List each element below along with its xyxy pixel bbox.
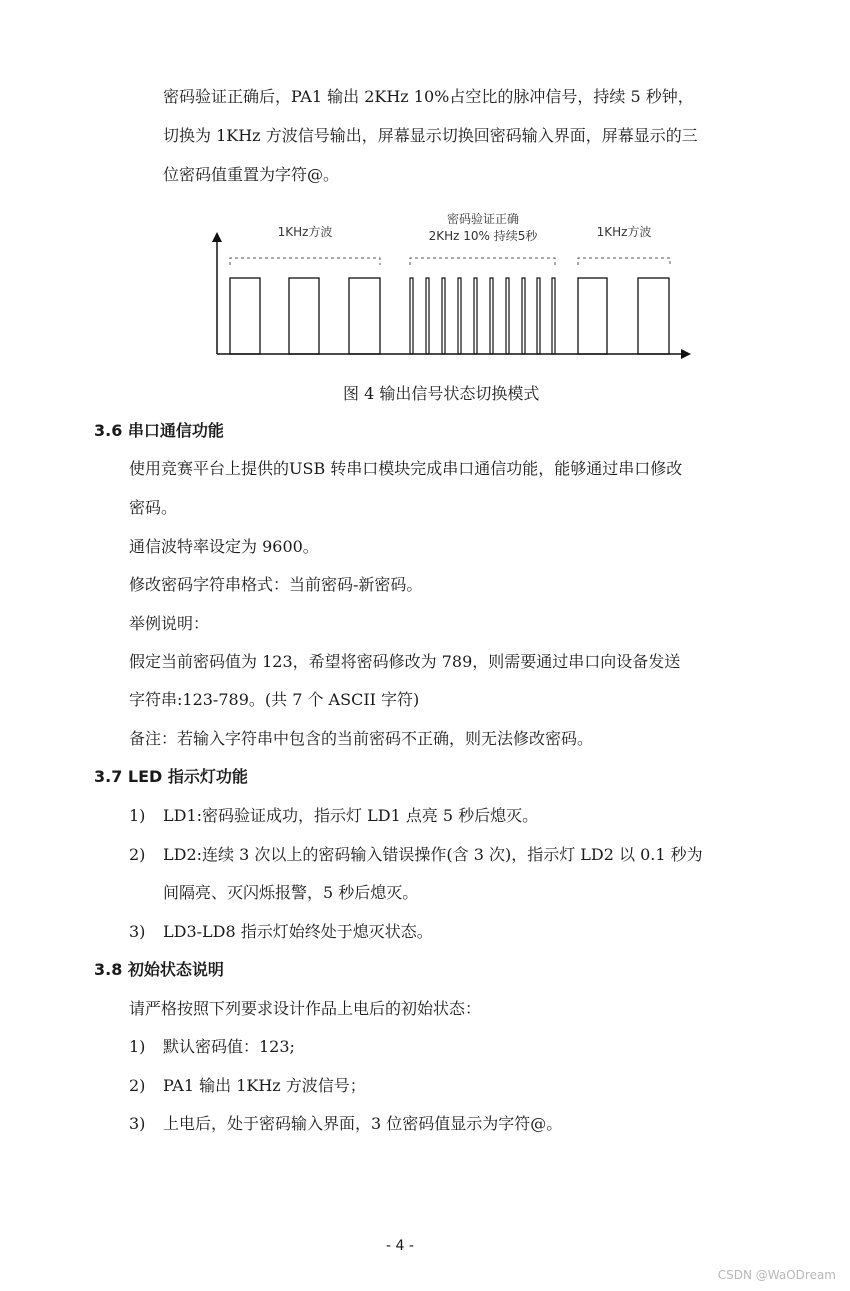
figure-caption: 图 4 输出信号状态切换模式 [343, 384, 540, 403]
s38-item-3-text: 上电后，处于密码输入界面，3 位密码值显示为字符@。 [163, 1114, 563, 1133]
s37-item-1-num: 1) [129, 806, 146, 825]
s38-item-1-text: 默认密码值：123; [163, 1037, 295, 1056]
pulse-wave-2khz-10pct [410, 278, 555, 354]
s36-line-4: 修改密码字符串格式：当前密码-新密码。 [129, 575, 423, 594]
s38-item-2-num: 2) [129, 1076, 146, 1095]
s36-line-1: 使用竞赛平台上提供的USB 转串口模块完成串口通信功能，能够通过串口修改 [129, 459, 683, 478]
s38-item-2-text: PA1 输出 1KHz 方波信号； [163, 1076, 366, 1095]
heading-3-7: 3.7 LED 指示灯功能 [94, 767, 248, 786]
intro-line-3: 位密码值重置为字符@。 [163, 165, 340, 184]
s38-intro: 请严格按照下列要求设计作品上电后的初始状态： [129, 999, 482, 1018]
bracket-middle [410, 258, 555, 265]
intro-line-1: 密码验证正确后，PA1 输出 2KHz 10%占空比的脉冲信号，持续 5 秒钟， [163, 87, 694, 106]
s37-item-2-text: LD2:连续 3 次以上的密码输入错误操作(含 3 次)，指示灯 LD2 以 0.1 秒为 [163, 845, 703, 864]
s38-item-1-num: 1) [129, 1037, 146, 1056]
label-1khz-right: 1KHz方波 [596, 225, 652, 239]
label-2khz-duty: 2KHz 10% 持续5秒 [428, 229, 538, 243]
s37-item-2-num: 2) [129, 845, 146, 864]
s37-item-3-num: 3) [129, 922, 146, 941]
segment-brackets [230, 258, 670, 265]
square-wave-1khz-right [578, 278, 669, 354]
heading-3-6: 3.6 串口通信功能 [94, 421, 224, 440]
s36-line-2: 密码。 [129, 498, 178, 517]
s36-line-6: 假定当前密码值为 123，希望将密码修改为 789，则需要通过串口向设备发送 [129, 652, 681, 671]
label-verify-correct: 密码验证正确 [446, 212, 520, 226]
s37-item-2-cont: 间隔亮、灭闪烁报警，5 秒后熄灭。 [163, 883, 419, 902]
bracket-right [578, 258, 670, 265]
label-1khz-left: 1KHz方波 [277, 225, 333, 239]
s36-line-8: 备注：若输入字符串中包含的当前密码不正确，则无法修改密码。 [129, 729, 594, 748]
page-number: - 4 - [386, 1238, 414, 1254]
intro-line-2: 切换为 1KHz 方波信号输出，屏幕显示切换回密码输入界面，屏幕显示的三 [163, 126, 698, 145]
s38-item-3-num: 3) [129, 1114, 146, 1133]
s36-line-3: 通信波特率设定为 9600。 [129, 537, 319, 556]
heading-3-8: 3.8 初始状态说明 [94, 960, 224, 979]
square-wave-1khz-left [230, 278, 380, 354]
csdn-watermark: CSDN @WaODream [717, 1268, 836, 1282]
s37-item-3-text: LD3-LD8 指示灯始终处于熄灭状态。 [163, 922, 433, 941]
s36-line-5: 举例说明： [129, 614, 210, 633]
s36-line-7: 字符串:123-789。(共 7 个 ASCII 字符) [129, 690, 420, 709]
bracket-left [230, 258, 380, 265]
s37-item-1-text: LD1:密码验证成功，指示灯 LD1 点亮 5 秒后熄灭。 [163, 806, 539, 825]
output-signal-waveform-figure [200, 205, 700, 365]
